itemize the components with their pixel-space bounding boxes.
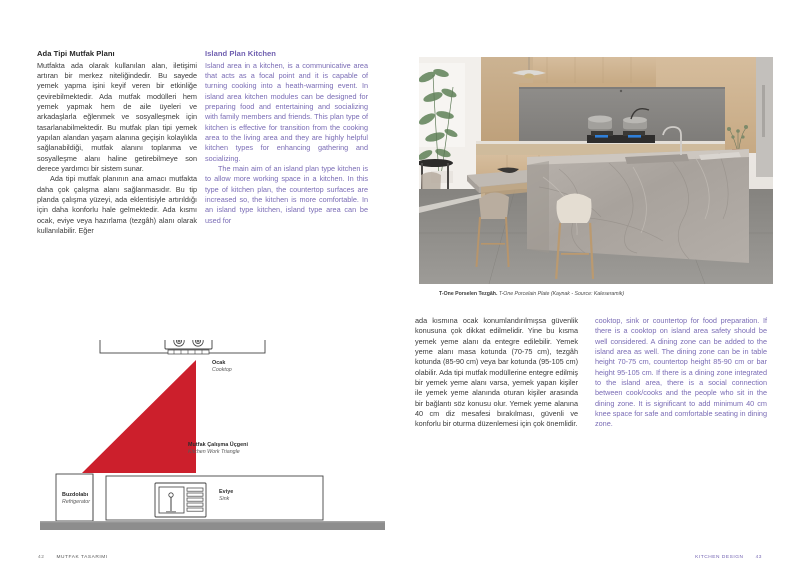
triangle-label-en: Kitchen Work Triangle [188, 448, 240, 455]
refrigerator-label-en: Refrigerator [62, 498, 90, 505]
turkish-paragraph-2: Ada tipi mutfak planının ana amacı mutfakta daha çok çalışma alanı sağlanmasıdır. Bu tip planda çalışma yüzeyi, ada eklentisiyle artırıldığı için daha konforlu hale gelmektedir. Ada kısmı ocak, eviye veya hazırlama (tezgâh) alanı olarak kullanılabilir. Eğer [37, 174, 197, 235]
article-turkish-column-bottom [415, 316, 578, 430]
left-running-head: MUTFAK TASARIMI [56, 555, 108, 560]
left-page-footer [38, 555, 108, 560]
diagram-label-work-triangle [188, 442, 248, 455]
right-running-head: KITCHEN DESIGN [695, 555, 744, 560]
right-page-footer [695, 555, 762, 560]
english-paragraph-2: The main aim of an island plan type kitchen is to allow more working space in a kitchen. In this type of kitchen plan, the countertop surfaces are increased so, the kitchen is more comfortable. In an island type kitchen, island type area can be used for [205, 163, 368, 225]
diagram-label-cooktop [212, 360, 232, 373]
refrigerator-label-tr: Buzdolabı [62, 492, 89, 498]
diagram-label-sink [219, 489, 233, 502]
caption-italic-text: T-One Porcelain Plate (Kaynak - Source: Kaleseramik) [498, 291, 625, 297]
turkish-paragraph-1: Mutfakta ada olarak kullanılan alan, iletişimi artıran bir merkez niteliğindedir. Bu sayede yemek yapma işini keyif veren bir etkinliğe çevirebilmektedir. Ada mutfak modülleri hem yemek yapmak hem de aile üyeleri ve arkadaşlarla eğlenmek ve sosyalleşmek için tasarlanabilmektedir. Bu mutfak plan tipi yemek yapılan alandan yaşam alanına geçişin kolaylıkla sağlanabildiği, mutfak alanını toplanma ve sosyalleşme alanı haline getirebilmeye son derece yardımcı bir sistem sunar. [37, 60, 197, 173]
english-paragraph-1: Island area in a kitchen, is a communicative area that acts as a focal point and it is capable of turning cooking into a heath-warming event. In island area kitchen modules can be designed for preparing food and entertaining and socializing with family members and friends. This plan type of kitchen is effective for transition from the cooking area to the living area and they are highly helpful kitchen types for enhancing gathering and socializing. [205, 60, 368, 163]
article-turkish-column-top [37, 49, 197, 236]
sink-label-en: Sink [219, 495, 230, 502]
right-page-number: 43 [755, 555, 762, 560]
turkish-heading: Ada Tipi Mutfak Planı [37, 49, 115, 58]
cooktop-label-en: Cooktop [212, 366, 232, 373]
caption-bold-text: T-One Porselen Tezgâh. [439, 291, 498, 297]
diagram-label-refrigerator [62, 492, 90, 505]
article-english-column-bottom [595, 316, 767, 430]
english-paragraph-3: cooktop, sink or countertop for food preparation. If there is a cooktop on island area safety should be well considered. A dining zone can be added to the island area as well. The dining zone can be in table height 70-75 cm, countertop height 85-90 cm or bar height 95-105 cm. If there is a dining zone integrated to the island area, there is a social connection between cook/cooks and the people who sit in the dining zone. It is significant to add minimum 40 cm knee space for safe and comfortable seating in dining zone. [595, 316, 767, 429]
english-heading: Island Plan Kitchen [205, 49, 276, 58]
article-english-column-top [205, 49, 368, 226]
sink-label-tr: Eviye [219, 489, 234, 495]
turkish-paragraph-3: ada kısmına ocak konumlandırılmışsa güvenlik konusuna çok dikkat edilmelidir. Yine bu kısma yemek yeme alanı da entegre edilebilir. Yemek yeme alanı masa kotunda (70-75 cm), tezgâh kotunda (85-90 cm) veya bar kotunda (95-105 cm) olabilir. Ada tipi mutfak modüllerine entegre edilmiş bir yemek yeme alanı varsa, yemek yapan kişiler ile yemek yeme alanında oturan kişiler arasında bir bağlantı söz konusu olur. Yemek yeme alanına 40 cm diz mesafesi bırakılması, güvenli ve konforlu bir oturma düzenlemesi için çok önemlidir. [415, 316, 578, 429]
left-page-number: 42 [38, 555, 45, 560]
figure-caption [439, 291, 769, 298]
cooktop-label-tr: Ocak [212, 360, 226, 366]
triangle-label-tr: Mutfak Çalışma Üçgeni [188, 442, 249, 448]
kitchen-island-photo [419, 57, 773, 284]
